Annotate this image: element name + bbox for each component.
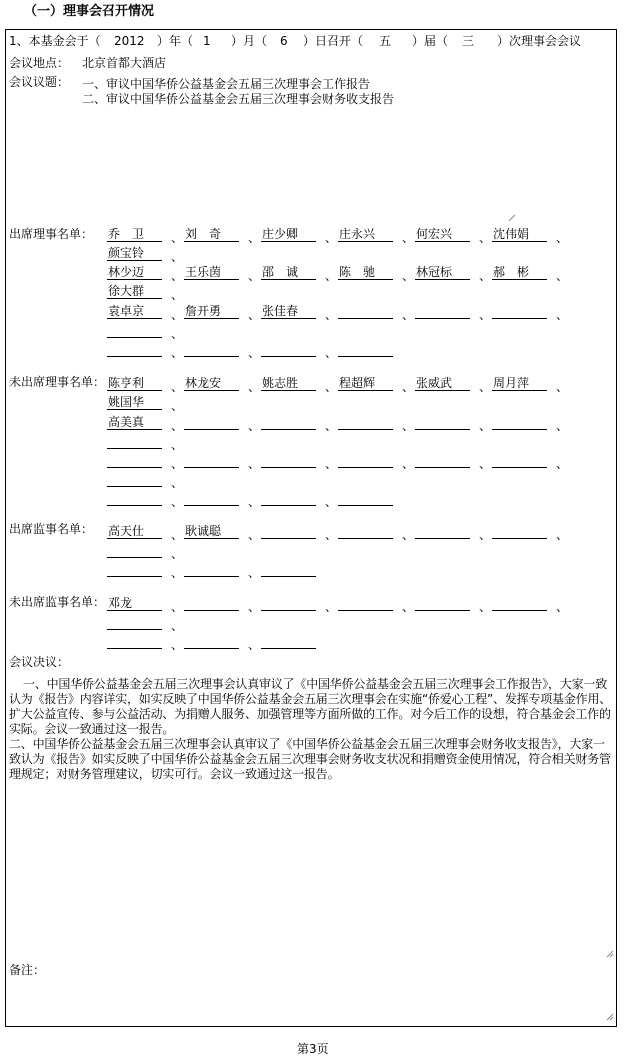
name-blank-line [261,576,316,577]
list-separator: 、 [479,380,492,394]
list-separator: 、 [325,231,338,245]
resize-handle-icon [606,1013,614,1021]
list-separator: 、 [171,231,184,245]
list-separator: 、 [171,346,184,360]
name-blank-line [338,318,393,319]
name-blank-line [107,557,162,558]
name-blank-line [107,241,162,242]
name-blank-line [415,241,470,242]
member-name: 刘 奇 [185,227,222,241]
name-blank-line [184,356,239,357]
list-separator: 、 [171,528,184,542]
meeting-suffix: ）次理事会会议 [497,34,582,48]
name-blank-line [107,390,162,391]
member-name: 沈伟娟 [493,227,530,241]
meeting-session: 五 [379,34,392,48]
list-separator: 、 [556,380,569,394]
list-separator: 、 [325,495,338,509]
name-blank-line [184,538,239,539]
name-blank-line [492,279,547,280]
resolution-paragraph-2: 二、中国华侨公益基金会五届三次理事会认真审议了《中国华侨公益基金会五届三次理事会财务收支报告》，大家一致认为《报告》如实反映了中国华侨公益基金会五届三次理事会财务收支状况和捐赠资金使用情况，符合相关财务管理规定；对财务管理建议，切实可行。会议一致通过这一报告。 [9,737,611,781]
name-blank-line [338,538,393,539]
member-name: 周月萍 [493,376,530,390]
name-blank-line [415,390,470,391]
name-blank-line [338,279,393,280]
name-blank-line [261,241,316,242]
name-blank-line [338,241,393,242]
list-separator: 、 [171,399,184,413]
name-blank-line [338,356,393,357]
member-name: 郝 彬 [493,265,530,279]
name-blank-line [107,279,162,280]
name-blank-line [338,390,393,391]
location-label: 会议地点： [9,56,70,70]
resolution-paragraph-1: 一、中国华侨公益基金会五届三次理事会认真审议了《中国华侨公益基金会五届三次理事会工作报告》，大家一致认为《报告》内容详实，如实反映了中国华侨公益基金会五届三次理事会在实施“侨爱心工程”、发挥专项基金作用、扩大公益宣传、参与公益活动、为捐赠人服务、加强管理等方面所做的工作。对今后工作的设想，符合基金会工作的实际。会议一致通过这一报告。 [9,677,612,736]
name-blank-line [261,648,316,649]
name-blank-line [107,318,162,319]
member-name: 姚志胜 [262,376,299,390]
name-blank-line [261,538,316,539]
present-supervisors-label: 出席监事名单： [9,522,94,536]
list-separator: 、 [171,308,184,322]
member-name: 陈 驰 [339,265,376,279]
list-separator: 、 [402,308,415,322]
member-name: 詹开勇 [185,304,222,318]
meeting-session-unit: ）届（ [412,34,449,48]
name-blank-line [492,429,547,430]
name-blank-line [338,610,393,611]
name-blank-line [107,629,162,630]
list-separator: 、 [171,476,184,490]
member-name: 耿诚聪 [185,524,222,538]
list-separator: 、 [402,528,415,542]
list-separator: 、 [325,528,338,542]
list-separator: 、 [325,346,338,360]
name-blank-line [184,610,239,611]
member-name: 邵 诚 [262,265,299,279]
list-separator: 、 [171,380,184,394]
member-name: 徐大群 [108,284,145,298]
name-blank-line [492,241,547,242]
list-separator: 、 [171,600,184,614]
list-separator: 、 [248,231,261,245]
name-blank-line [184,390,239,391]
list-separator: 、 [171,327,184,341]
name-blank-line [492,467,547,468]
name-blank-line [492,318,547,319]
list-separator: 、 [325,380,338,394]
list-separator: 、 [556,457,569,471]
list-separator: 、 [556,308,569,322]
list-separator: 、 [171,619,184,633]
list-separator: 、 [479,269,492,283]
member-name: 张威武 [416,376,453,390]
name-blank-line [261,505,316,506]
member-name: 高美真 [108,415,145,429]
name-blank-line [107,429,162,430]
agenda-label: 会议议题： [9,75,70,89]
name-blank-line [261,279,316,280]
absent-directors-label: 未出席理事名单： [9,375,106,389]
list-separator: 、 [556,528,569,542]
name-blank-line [107,409,162,410]
name-blank-line [492,610,547,611]
section-title: （一）理事会召开情况 [24,4,155,19]
list-separator: 、 [479,231,492,245]
resize-handle-icon [508,214,516,222]
list-separator: 、 [171,250,184,264]
member-name: 袁卓京 [108,304,145,318]
name-blank-line [107,486,162,487]
member-name: 颜宝铃 [108,246,145,260]
list-separator: 、 [248,638,261,652]
member-name: 林少迈 [108,265,145,279]
name-blank-line [184,429,239,430]
list-separator: 、 [248,600,261,614]
list-separator: 、 [325,308,338,322]
name-blank-line [107,337,162,338]
resolution-label: 会议决议： [9,655,70,669]
list-separator: 、 [479,457,492,471]
list-separator: 、 [171,566,184,580]
name-blank-line [261,356,316,357]
name-blank-line [492,390,547,391]
name-blank-line [107,648,162,649]
list-separator: 、 [248,495,261,509]
list-separator: 、 [479,600,492,614]
name-blank-line [184,576,239,577]
member-name: 王乐茵 [185,265,222,279]
name-blank-line [107,610,162,611]
list-separator: 、 [556,419,569,433]
name-blank-line [184,279,239,280]
meeting-day: 6 [280,34,288,48]
name-blank-line [184,505,239,506]
list-separator: 、 [325,457,338,471]
list-separator: 、 [248,566,261,580]
name-blank-line [415,318,470,319]
list-separator: 、 [479,308,492,322]
name-blank-line [107,260,162,261]
meeting-prefix: 1、本基金会于（ [9,34,101,48]
name-blank-line [338,467,393,468]
form-border [5,29,617,1027]
agenda-item-2: 二、审议中国华侨公益基金会五届三次理事会财务收支报告 [82,92,395,106]
list-separator: 、 [402,600,415,614]
meeting-month: 1 [203,34,211,48]
page-number: 第3页 [297,1042,329,1056]
list-separator: 、 [325,269,338,283]
list-separator: 、 [171,457,184,471]
name-blank-line [415,610,470,611]
resize-handle-icon [606,950,614,958]
name-blank-line [261,467,316,468]
name-blank-line [107,356,162,357]
name-blank-line [184,318,239,319]
list-separator: 、 [402,380,415,394]
list-separator: 、 [248,269,261,283]
meeting-day-unit: ）日召开（ [303,34,364,48]
list-separator: 、 [402,457,415,471]
name-blank-line [415,538,470,539]
member-name: 庄永兴 [339,227,376,241]
member-name: 张佳春 [262,304,299,318]
name-blank-line [415,279,470,280]
member-name: 林龙安 [185,376,222,390]
list-separator: 、 [402,269,415,283]
list-separator: 、 [556,269,569,283]
member-name: 姚国华 [108,395,145,409]
list-separator: 、 [248,380,261,394]
list-separator: 、 [402,419,415,433]
name-blank-line [107,298,162,299]
member-name: 高天仕 [108,524,145,538]
location-value: 北京首都大酒店 [82,56,167,70]
list-separator: 、 [171,438,184,452]
name-blank-line [415,467,470,468]
name-blank-line [107,505,162,506]
list-separator: 、 [325,419,338,433]
member-name: 何宏兴 [416,227,453,241]
member-name: 邓龙 [108,596,133,610]
absent-supervisors-label: 未出席监事名单： [9,595,106,609]
name-blank-line [415,429,470,430]
list-separator: 、 [556,600,569,614]
name-blank-line [107,467,162,468]
meeting-year-unit: ）年（ [157,34,194,48]
member-name: 林冠标 [416,265,453,279]
name-blank-line [184,241,239,242]
member-name: 程超辉 [339,376,376,390]
present-directors-label: 出席理事名单： [9,227,94,241]
name-blank-line [492,538,547,539]
name-blank-line [107,448,162,449]
member-name: 庄少卿 [262,227,299,241]
list-separator: 、 [171,638,184,652]
member-name: 陈亨利 [108,376,145,390]
name-blank-line [261,318,316,319]
name-blank-line [261,390,316,391]
list-separator: 、 [248,457,261,471]
meeting-year: 2012 [114,34,145,48]
name-blank-line [338,505,393,506]
name-blank-line [261,429,316,430]
remarks-label: 备注： [9,963,46,977]
list-separator: 、 [248,419,261,433]
member-name: 乔 卫 [108,227,145,241]
name-blank-line [184,467,239,468]
meeting-month-unit: ）月（ [231,34,268,48]
list-separator: 、 [325,600,338,614]
list-separator: 、 [479,419,492,433]
name-blank-line [261,610,316,611]
list-separator: 、 [402,231,415,245]
list-separator: 、 [171,419,184,433]
list-separator: 、 [556,231,569,245]
list-separator: 、 [171,547,184,561]
list-separator: 、 [248,528,261,542]
agenda-item-1: 一、审议中国华侨公益基金会五届三次理事会工作报告 [82,77,371,91]
list-separator: 、 [171,288,184,302]
meeting-number: 三 [462,34,475,48]
list-separator: 、 [171,495,184,509]
name-blank-line [107,576,162,577]
name-blank-line [184,648,239,649]
list-separator: 、 [171,269,184,283]
name-blank-line [107,538,162,539]
list-separator: 、 [479,528,492,542]
list-separator: 、 [248,346,261,360]
list-separator: 、 [248,308,261,322]
name-blank-line [338,429,393,430]
